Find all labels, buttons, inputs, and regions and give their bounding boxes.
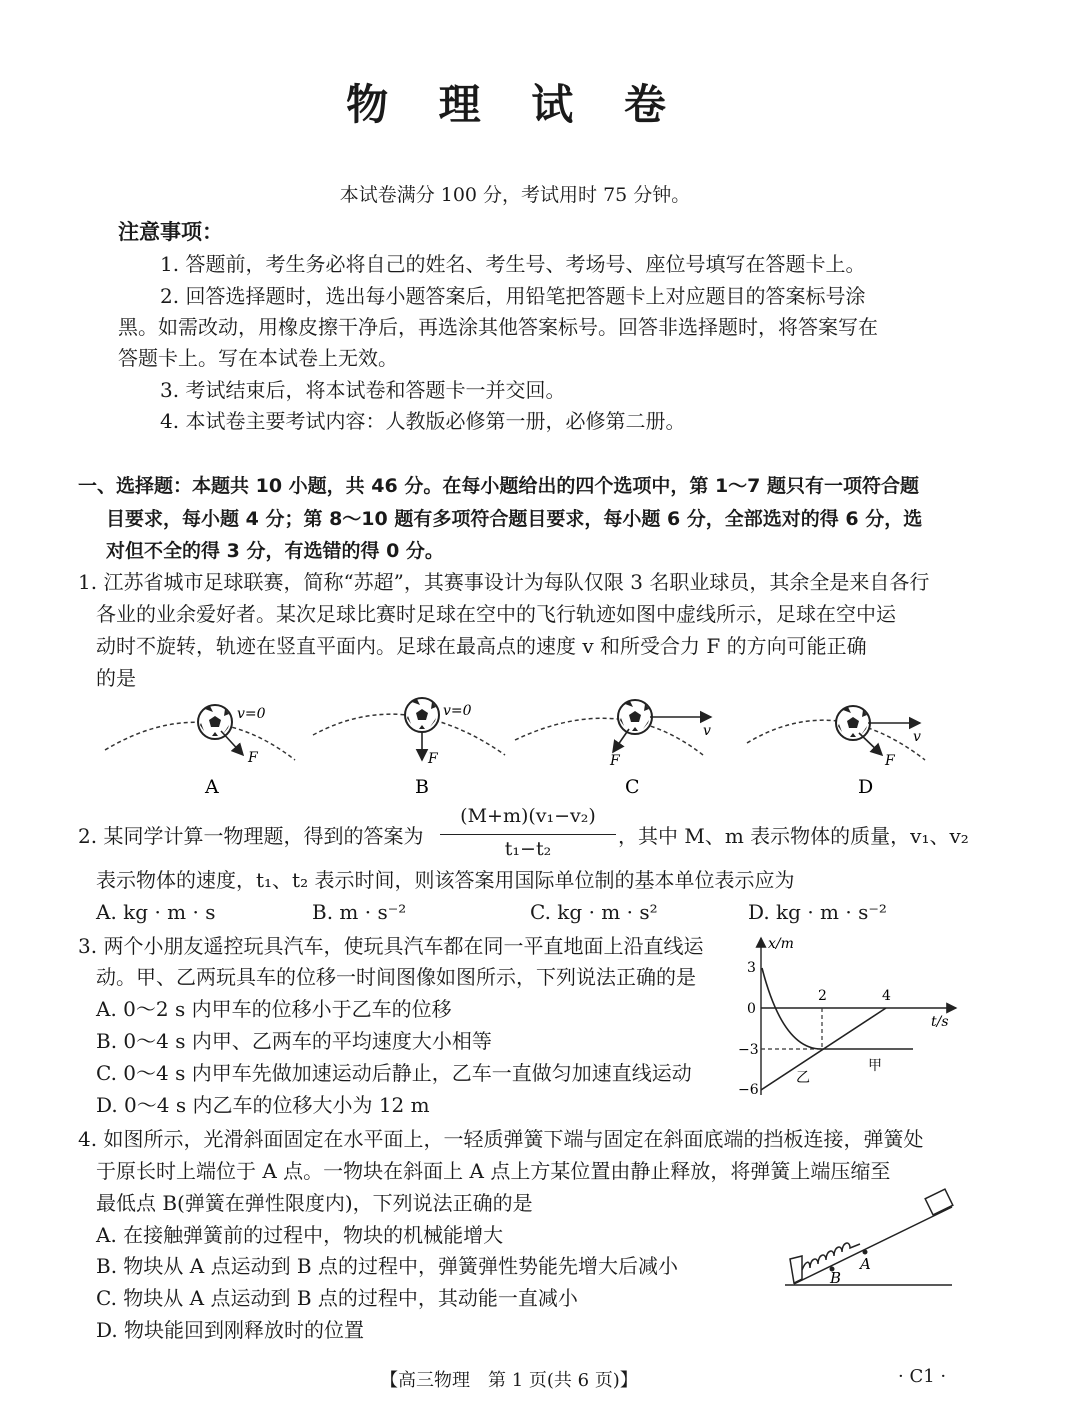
q3-option-b[interactable]: B. 0～4 s 内甲、乙两车的平均速度大小相等 [96,1029,492,1053]
option-label: C [625,776,640,798]
curve-label-jia: 甲 [868,1058,882,1074]
q4-text: 4. 如图所示，光滑斜面固定在水平面上，一轻质弹簧下端与固定在斜面底端的挡板连接，弹簧处 [78,1127,924,1151]
force-label: F [428,751,438,767]
force-label: F [885,753,895,769]
q1-text: 的是 [96,666,136,690]
q2-numerator: (M+m)(v₁−v₂) [460,805,596,827]
point-a-label: A [860,1255,871,1273]
y-tick: 0 [747,1001,756,1017]
notice-item: 4. 本试卷主要考试内容：人教版必修第一册，必修第二册。 [160,409,686,433]
option-label: B [415,776,429,798]
option-label: D [858,776,874,798]
figure-option-d [747,706,925,798]
section-heading-line: 目要求，每小题 4 分；第 8～10 题有多项符合题目要求，每小题 6 分，全部选对的得 6 分，选 [106,508,923,530]
q2-option-c[interactable]: C. kg · m · s² [530,900,658,924]
option-label: A [205,776,219,798]
q1-figures [95,695,975,805]
x-axis-label: t/s [931,1014,949,1030]
q4-incline-figure [780,1185,960,1290]
velocity-label: v [913,729,921,745]
q2-text: 2. 某同学计算一物理题，得到的答案为 [78,824,424,848]
q1-text: 1. 江苏省城市足球联赛，简称“苏超”，其赛事设计为每队仅限 3 名职业球员，其余全是来自各行 [78,570,930,594]
q4-option-d[interactable]: D. 物块能回到刚释放时的位置 [96,1318,365,1342]
y-axis-label: x/m [768,936,794,952]
q2-text: 表示物体的速度，t₁、t₂ 表示时间，则该答案用国际单位制的基本单位表示应为 [96,868,795,892]
point-b-label: B [830,1269,842,1287]
y-tick: −6 [738,1082,759,1098]
velocity-label: v [703,723,711,739]
notice-item: 3. 考试结束后，将本试卷和答题卡一并交回。 [160,378,566,402]
q4-text: 于原长时上端位于 A 点。一物块在斜面上 A 点上方某位置由静止释放，将弹簧上端压缩至 [96,1159,891,1183]
q4-option-c[interactable]: C. 物块从 A 点运动到 B 点的过程中，其动能一直减小 [96,1286,578,1310]
q4-option-a[interactable]: A. 在接触弹簧前的过程中，物块的机械能增大 [96,1223,504,1247]
q3-option-d[interactable]: D. 0～4 s 内乙车的位移大小为 12 m [96,1093,430,1117]
q3-xt-graph [738,930,968,1100]
q2-option-b[interactable]: B. m · s⁻² [312,900,407,924]
q2-option-d[interactable]: D. kg · m · s⁻² [748,900,887,924]
force-label: F [248,750,258,766]
velocity-label: v=0 [237,706,266,722]
q3-text: 3. 两个小朋友遥控玩具汽车，使玩具汽车都在同一平直地面上沿直线运 [78,934,704,958]
notice-heading: 注意事项： [118,220,223,244]
q2-option-a[interactable]: A. kg · m · s [96,900,216,924]
figure-option-c [515,700,711,798]
footer-page-info: 【高三物理 第 1 页(共 6 页)】 [380,1370,638,1391]
x-tick: 4 [882,988,891,1004]
figure-option-a [105,705,295,798]
q1-text: 各业的业余爱好者。某次足球比赛时足球在空中的飞行轨迹如图中虚线所示，足球在空中运 [96,602,896,626]
q4-text: 最低点 B(弹簧在弹性限度内)，下列说法正确的是 [96,1191,533,1215]
y-tick: −3 [738,1042,759,1058]
section-heading: 一、选择题：本题共 10 小题，共 46 分。在每小题给出的四个选项中，第 1～7 题只有一项符合题 [78,475,920,497]
fraction-bar [440,834,616,835]
q3-option-a[interactable]: A. 0～2 s 内甲车的位移小于乙车的位移 [96,997,452,1021]
q2-denominator: t₁−t₂ [504,838,552,860]
q4-option-b[interactable]: B. 物块从 A 点运动到 B 点的过程中，弹簧弹性势能先增大后减小 [96,1254,678,1278]
q3-text: 动。甲、乙两玩具车的位移一时间图像如图所示，下列说法正确的是 [96,965,696,989]
notice-item: 2. 回答选择题时，选出每小题答案后，用铅笔把答题卡上对应题目的答案标号涂 [160,284,866,308]
footer-code: · C1 · [898,1366,947,1387]
exam-subtitle: 本试卷满分 100 分，考试用时 75 分钟。 [339,184,691,206]
q1-text: 动时不旋转，轨迹在竖直平面内。足球在最高点的速度 v 和所受合力 F 的方向可能正确 [96,634,867,658]
force-label: F [610,753,620,769]
curve-label-yi: 乙 [796,1070,810,1086]
q2-text: ，其中 M、m 表示物体的质量，v₁、v₂ [618,824,969,848]
x-tick: 2 [818,988,827,1004]
section-heading-line: 对但不全的得 3 分，有选错的得 0 分。 [106,540,444,562]
notice-item: 黑。如需改动，用橡皮擦干净后，再选涂其他答案标号。回答非选择题时，将答案写在 [118,315,878,339]
figure-option-b [313,698,505,798]
page-title: 物 理 试 卷 [346,80,684,129]
notice-item: 1. 答题前，考生务必将自己的姓名、考生号、考场号、座位号填写在答题卡上。 [160,252,866,276]
velocity-label: v=0 [443,703,472,719]
y-tick: 3 [747,960,756,976]
notice-item: 答题卡上。写在本试卷上无效。 [118,346,398,370]
q3-option-c[interactable]: C. 0～4 s 内甲车先做加速运动后静止，乙车一直做匀加速直线运动 [96,1061,692,1085]
